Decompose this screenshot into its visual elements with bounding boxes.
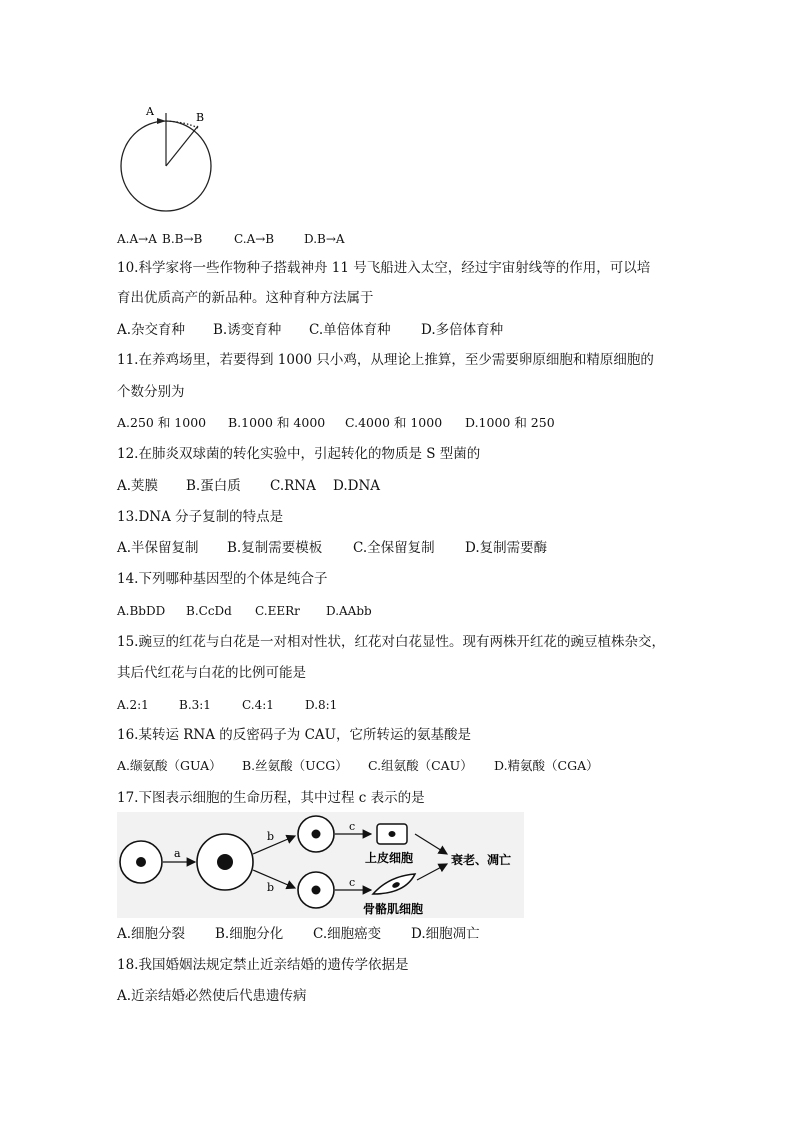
outcome-label: 衰老、凋亡 [451, 853, 512, 867]
q12-option-d[interactable]: D.DNA [333, 478, 381, 494]
q16-option-b[interactable]: B.丝氨酸（UCG） [242, 758, 348, 773]
q17-option-b[interactable]: B.细胞分化 [215, 926, 284, 942]
q13-options [117, 539, 547, 557]
q17-options [117, 925, 480, 943]
q12-options [117, 477, 380, 495]
q9-option-d[interactable]: D.B→A [304, 232, 345, 246]
label-b-lower: b [267, 881, 275, 894]
q9-option-a[interactable]: A.A→A [117, 232, 157, 246]
q14-stem-1: 14.下列哪种基因型的个体是纯合子 [117, 571, 328, 587]
q14-option-d[interactable]: D.AAbb [326, 604, 372, 618]
label-b: B [196, 111, 205, 124]
q13-option-b[interactable]: B.复制需要模板 [227, 540, 323, 556]
q13-option-d[interactable]: D.复制需要酶 [465, 540, 548, 556]
q9-option-c[interactable]: C.A→B [234, 232, 275, 246]
q12-option-a[interactable]: A.荚膜 [117, 478, 159, 494]
q18-option-a[interactable]: A.近亲结婚必然使后代患遗传病 [117, 988, 307, 1004]
q17-option-c[interactable]: C.细胞癌变 [313, 926, 382, 942]
q14-option-b[interactable]: B.CcDd [186, 604, 232, 618]
q10-options [117, 321, 503, 339]
q14-option-c[interactable]: C.EERr [255, 604, 300, 618]
label-c-upper: c [349, 820, 356, 833]
q10-stem-1: 10.科学家将一些作物种子搭载神舟 11 号飞船进入太空，经过宇宙射线等的作用，可以培 [117, 260, 651, 276]
arrow-head [157, 118, 166, 124]
q15-options [117, 696, 337, 714]
q15-option-d[interactable]: D.8:1 [305, 698, 338, 712]
q11-option-c[interactable]: C.4000 和 1000 [345, 415, 443, 430]
q16-option-a[interactable]: A.缬氨酸（GUA） [117, 758, 222, 773]
q16-option-d[interactable]: D.精氨酸（CGA） [494, 758, 599, 773]
q14-option-a[interactable]: A.BbDD [117, 604, 166, 618]
q12-option-c[interactable]: C.RNA [270, 478, 316, 494]
epithelial-nucleus [389, 831, 396, 837]
q10-option-d[interactable]: D.多倍体育种 [421, 322, 504, 338]
label-a: A [146, 105, 154, 118]
q10-stem-2: 育出优质高产的新品种。这种育种方法属于 [117, 290, 374, 306]
q15-stem-2: 其后代红花与白花的比例可能是 [117, 665, 306, 681]
label-c-lower: c [349, 876, 356, 889]
q13-stem-1: 13.DNA 分子复制的特点是 [117, 509, 284, 525]
q16-option-c[interactable]: C.组氨酸（CAU） [368, 758, 473, 773]
epithelial-label: 上皮细胞 [365, 851, 414, 865]
daughter-nucleus-lower [312, 886, 321, 895]
q10-option-c[interactable]: C.单倍体育种 [309, 322, 391, 338]
q14-options [117, 602, 372, 620]
q17-stem-1: 17.下图表示细胞的生命历程，其中过程 c 表示的是 [117, 790, 425, 806]
q11-option-a[interactable]: A.250 和 1000 [117, 415, 207, 430]
q11-option-d[interactable]: D.1000 和 250 [465, 415, 555, 430]
grown-nucleus [217, 854, 233, 870]
circle-figure [112, 100, 222, 218]
q12-stem-1: 12.在肺炎双球菌的转化实验中，引起转化的物质是 S 型菌的 [117, 446, 481, 462]
q10-option-b[interactable]: B.诱变育种 [213, 322, 282, 338]
q17-option-d[interactable]: D.细胞凋亡 [411, 926, 480, 942]
q11-options [117, 414, 555, 432]
q11-stem-2: 个数分别为 [117, 384, 185, 400]
cell-life-diagram [117, 812, 524, 918]
q15-option-a[interactable]: A.2:1 [117, 698, 149, 712]
q9-option-b[interactable]: B.B→B [162, 232, 203, 246]
q13-option-a[interactable]: A.半保留复制 [117, 540, 199, 556]
q9-options [117, 230, 345, 248]
q16-options [117, 757, 599, 775]
radius-b [166, 126, 198, 166]
q12-option-b[interactable]: B.蛋白质 [186, 478, 241, 494]
label-a: a [174, 847, 181, 860]
q18-stem-1: 18.我国婚姻法规定禁止近亲结婚的遗传学依据是 [117, 957, 409, 973]
q11-option-b[interactable]: B.1000 和 4000 [228, 415, 326, 430]
q15-option-b[interactable]: B.3:1 [179, 698, 211, 712]
q10-option-a[interactable]: A.杂交育种 [117, 322, 186, 338]
q15-option-c[interactable]: C.4:1 [242, 698, 274, 712]
label-b-upper: b [267, 830, 275, 843]
q16-stem-1: 16.某转运 RNA 的反密码子为 CAU，它所转运的氨基酸是 [117, 727, 472, 743]
q17-option-a[interactable]: A.细胞分裂 [117, 926, 186, 942]
q15-stem-1: 15.豌豆的红花与白花是一对相对性状，红花对白花显性。现有两株开红花的豌豆植株杂交， [117, 634, 665, 650]
q13-option-c[interactable]: C.全保留复制 [353, 540, 435, 556]
muscle-label: 骨骼肌细胞 [363, 902, 424, 916]
q11-stem-1: 11.在养鸡场里，若要得到 1000 只小鸡，从理论上推算，至少需要卵原细胞和精原细胞的 [117, 352, 654, 368]
initial-nucleus [136, 857, 146, 867]
daughter-nucleus-upper [312, 830, 321, 839]
